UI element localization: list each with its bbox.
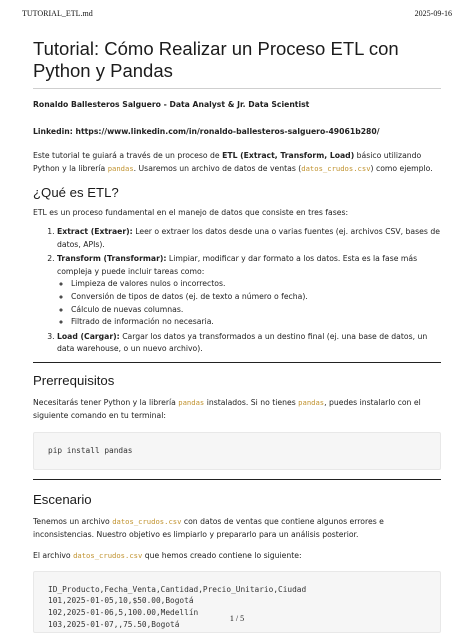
etl-description: ETL es un proceso fundamental en el manejo de datos que consiste en tres fases: xyxy=(33,208,349,218)
intro-paragraph: Este tutorial te guiará a través de un proceso de ETL (Extract, Transform, Load) básico utilizando Python y la librería pandas. Usaremos un archivo de datos de ventas (datos_crudos.csv) como ejemplo. xyxy=(33,151,433,173)
transform-tasks-list xyxy=(57,278,441,328)
install-code-block[interactable] xyxy=(33,432,441,470)
code-line: 101,2025-01-05,10,$50.00,Bogotá xyxy=(48,596,194,606)
page-title: Tutorial: Cómo Realizar un Proceso ETL con Python y Pandas xyxy=(33,38,399,81)
inline-code-pandas: pandas xyxy=(178,397,205,407)
code-line: 103,2025-01-07,,75.50,Bogotá xyxy=(48,619,180,629)
document-body xyxy=(33,38,441,633)
list-item: 1. Extract (Extraer): Leer o extraer los datos desde una o varias fuentes (ej. archivos CSV, bases de datos, APIs). xyxy=(57,226,441,251)
file-contents-intro: El archivo datos_crudos.csv que hemos creado contiene lo siguiente: xyxy=(33,551,302,561)
code-line: 102,2025-01-06,5,100.00,Medellín xyxy=(48,608,199,618)
list-item: ◦ Limpieza de valores nulos o incorrectos. xyxy=(71,278,441,291)
title-divider xyxy=(33,88,441,89)
linkedin-line[interactable]: Linkedin: https://www.linkedin.com/in/ronaldo-ballesteros-salguero-49061b280/ xyxy=(33,126,380,136)
list-item: ◦ Cálculo de nuevas columnas. xyxy=(71,304,441,317)
csv-code-block[interactable] xyxy=(33,571,441,633)
inline-code-csv: datos_crudos.csv xyxy=(112,517,182,527)
list-item: ◦ Conversión de tipos de datos (ej. de texto a número o fecha). xyxy=(71,291,441,304)
list-item: 2. Transform (Transformar): Limpiar, modificar y dar formato a los datos. Esta es la fase más compleja y puede incluir tareas como: ◦ Limpieza de valores nulos o incorrectos. ◦ Conversión de tipos de datos (ej. de texto a número o fecha). ◦ Cálculo de nuevas columnas. ◦ Filtrado de información no necesaria. xyxy=(57,253,441,329)
heading-etl: ¿Qué es ETL? xyxy=(33,185,119,201)
section-divider xyxy=(33,479,441,480)
section-divider xyxy=(33,362,441,363)
list-item: ◦ Filtrado de información no necesaria. xyxy=(71,316,441,329)
etl-steps-list xyxy=(33,226,441,356)
prereq-paragraph: Necesitarás tener Python y la librería pandas instalados. Si no tienes pandas, puedes instalarlo con el siguiente comando en tu terminal: xyxy=(33,397,421,420)
page-number: 1 / 5 xyxy=(229,614,245,623)
inline-code-pandas: pandas xyxy=(298,397,325,407)
heading-scenario: Escenario xyxy=(33,492,92,508)
code-line: ID_Producto,Fecha_Venta,Cantidad,Precio_Unitario,Ciudad xyxy=(48,584,307,594)
inline-code-pandas: pandas xyxy=(107,163,134,173)
list-item: 3. Load (Cargar): Cargar los datos ya transformados a un destino final (ej. una base de datos, un data warehouse, o un nuevo archivo). xyxy=(57,331,441,356)
inline-code-csv: datos_crudos.csv xyxy=(73,551,143,561)
header-date: 2025-09-16 xyxy=(414,9,452,18)
inline-code-csv: datos_crudos.csv xyxy=(301,163,371,173)
author-line: Ronaldo Ballesteros Salguero - Data Analyst & Jr. Data Scientist xyxy=(33,100,310,109)
heading-prerequisites: Prerrequisitos xyxy=(33,372,115,388)
header-file-name: TUTORIAL_ETL.md xyxy=(22,9,93,18)
scenario-paragraph: Tenemos un archivo datos_crudos.csv con datos de ventas que contiene algunos errores e inconsistencias. Nuestro objetivo es limpiarlo y prepararlo para un análisis posterior. xyxy=(33,517,384,539)
code-line: pip install pandas xyxy=(48,446,133,456)
